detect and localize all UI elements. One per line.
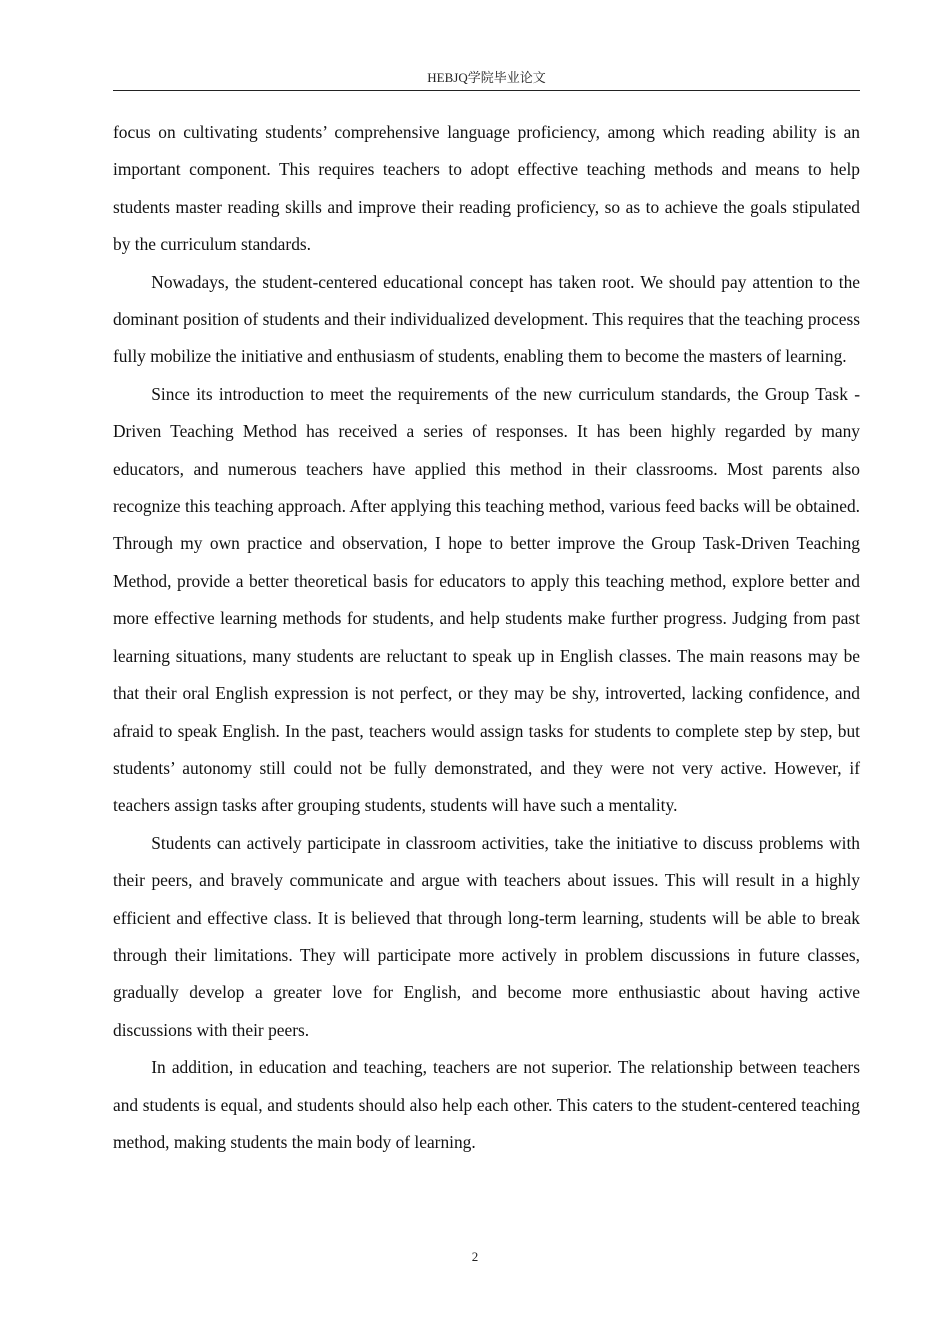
paragraph-4: Students can actively participate in classroom activities, take the initiative to discuss problems with their peers, and bravely communicate and argue with teachers about issues. This will result in a highly efficient and effective class. It is believed that through long-term learning, students will be able to break through their limitations. They will participate more actively in problem discussions in future classes, gradually develop a greater love for English, and become more enthusiastic about having active discussions with their peers. — [113, 832, 860, 1040]
paragraph-2: Nowadays, the student-centered educational concept has taken root. We should pay attention to the dominant position of students and their individualized development. This requires that the teaching process fully mobilize the initiative and enthusiasm of students, enabling them to become the masters of learning. — [113, 271, 860, 367]
page-number: 2 — [471, 1249, 479, 1264]
paragraph-3: Since its introduction to meet the requirements of the new curriculum standards, the Group Task - Driven Teaching Method has received a series of responses. It has been highly regarded by many educators, and numerous teachers have applied this method in their classrooms. Most parents also recognize this teaching approach. After applying this teaching method, various feed backs will be obtained. Through my own practice and observation, I hope to better improve the Group Task-Driven Teaching Method, provide a better theoretical basis for educators to apply this teaching method, explore better and more effective learning methods for students, and help students make further progress. Judging from past learning situations, many students are reluctant to speak up in English classes. The main reasons may be that their oral English expression is not perfect, or they may be shy, introverted, lacking confidence, and afraid to speak English. In the past, teachers would assign tasks for students to complete step by step, but students’ autonomy still could not be fully demonstrated, and they were not very active. However, if teachers assign tasks after grouping students, students will have such a mentality. — [113, 383, 860, 816]
header-title: HEBJQ学院毕业论文 — [427, 70, 546, 85]
paragraph-5: In addition, in education and teaching, teachers are not superior. The relationship between teachers and students is equal, and students should also help each other. This caters to the student-centered teaching method, making students the main body of learning. — [113, 1057, 860, 1152]
page-header — [113, 68, 860, 91]
paragraph-1: focus on cultivating students’ comprehensive language proficiency, among which reading ability is an important component. This requires teachers to adopt effective teaching methods and means to help students master reading skills and improve their reading proficiency, so as to achieve the goals stipulated by the curriculum standards. — [113, 122, 860, 255]
body-text — [113, 114, 860, 1161]
